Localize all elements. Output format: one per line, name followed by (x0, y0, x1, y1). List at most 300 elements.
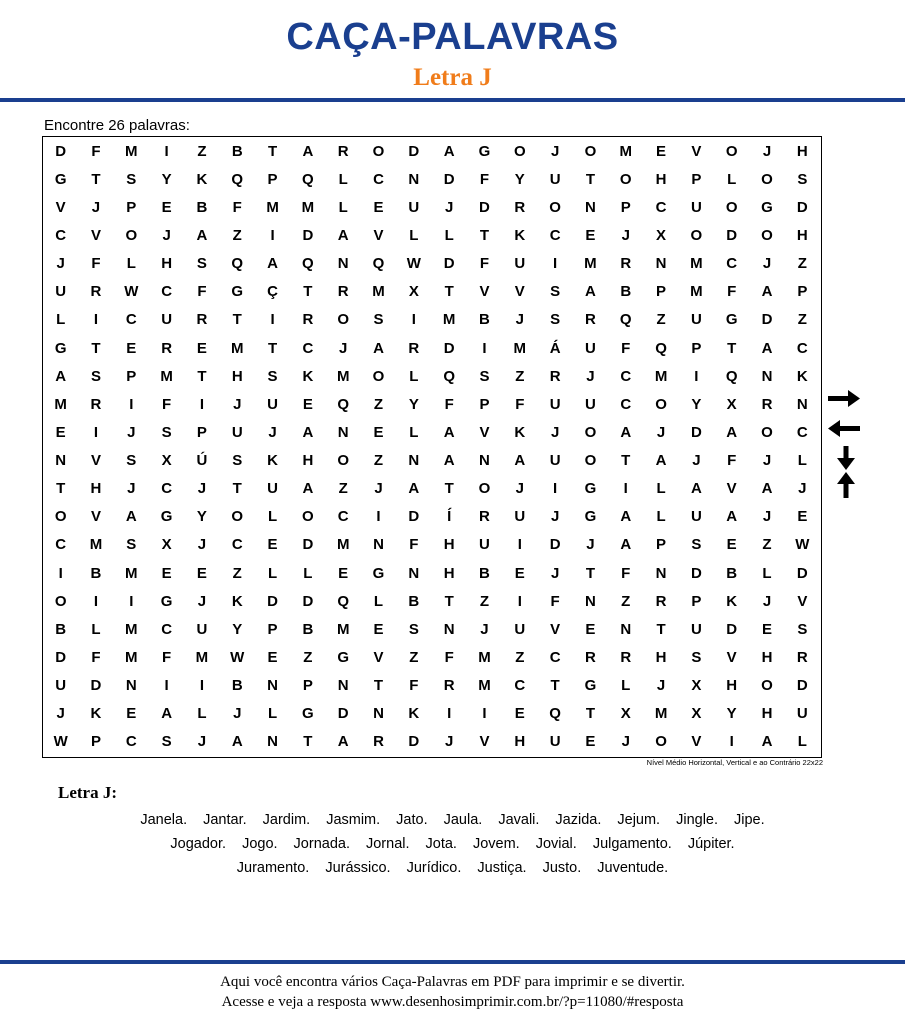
grid-cell: J (550, 423, 560, 441)
grid-cell: O (655, 733, 667, 751)
grid-cell: B (479, 311, 490, 329)
grid-cell: F (550, 592, 560, 610)
grid-cell: O (54, 508, 67, 526)
grid-cell: R (90, 395, 102, 413)
grid-cell: I (129, 395, 134, 413)
grid-cell: Q (231, 170, 244, 188)
grid-cell: E (585, 733, 596, 751)
grid-cell: U (267, 395, 278, 413)
grid-cell: N (373, 705, 384, 723)
grid-cell: N (761, 367, 773, 385)
grid-cell: R (620, 649, 632, 667)
grid-cell: O (372, 367, 385, 385)
grid-cell: L (409, 423, 419, 441)
grid-cell: M (301, 198, 315, 216)
grid-cell: H (514, 733, 526, 751)
grid-cell: L (267, 508, 278, 526)
grid-cell: G (160, 592, 173, 610)
grid-cell: O (584, 452, 597, 470)
grid-cell: I (694, 367, 699, 385)
grid-cell: Z (232, 226, 242, 244)
arrow-right-icon (828, 390, 860, 407)
grid-cell: Q (725, 367, 738, 385)
word-list-item: Jornada. (293, 836, 350, 852)
grid-cell: D (796, 198, 808, 216)
grid-cell: C (125, 311, 137, 329)
grid-cell: E (797, 508, 808, 526)
grid-cell: C (231, 536, 243, 554)
direction-legend (826, 388, 866, 500)
grid-cell: B (302, 620, 314, 638)
grid-cell: O (584, 423, 597, 441)
grid-cell: E (585, 620, 596, 638)
grid-cell: I (164, 677, 169, 695)
grid-cell: A (726, 508, 738, 526)
word-list-item: Jardim. (262, 812, 311, 828)
grid-cell: N (373, 536, 384, 554)
grid-cell: J (621, 733, 630, 751)
grid-cell: B (90, 564, 102, 582)
grid-cell: A (443, 142, 455, 160)
grid-cell: U (514, 508, 526, 526)
grid-cell: G (302, 705, 314, 723)
grid-cell: H (443, 564, 455, 582)
word-list-item: Jejum. (617, 812, 661, 828)
grid-cell: A (620, 536, 632, 554)
grid-cell: F (409, 677, 419, 695)
grid-cell: I (517, 536, 522, 554)
grid-cell: Q (443, 367, 455, 385)
grid-cell: M (54, 395, 67, 413)
grid-cell: X (161, 536, 172, 554)
grid-cell: B (479, 564, 490, 582)
grid-cell: A (443, 452, 455, 470)
grid-cell: O (725, 198, 738, 216)
grid-cell: I (482, 705, 487, 723)
grid-cell: E (196, 339, 207, 357)
grid-cell: J (656, 677, 666, 695)
grid-cell: D (761, 311, 773, 329)
grid-cell: P (656, 536, 667, 554)
grid-cell: D (302, 592, 314, 610)
word-list-item: Jasmim. (326, 812, 381, 828)
word-list-item: Jovem. (472, 836, 520, 852)
grid-cell: J (197, 480, 207, 498)
grid-cell: S (126, 452, 137, 470)
grid-cell: S (691, 649, 702, 667)
grid-cell: M (125, 620, 138, 638)
grid-cell: U (585, 339, 596, 357)
grid-cell: N (125, 677, 137, 695)
grid-cell: A (231, 733, 243, 751)
grid-cell: P (267, 170, 278, 188)
grid-cell: S (196, 255, 207, 273)
grid-cell: E (161, 198, 172, 216)
grid-cell: D (267, 592, 278, 610)
grid-cell: Z (479, 592, 490, 610)
grid-cell: R (408, 339, 420, 357)
grid-cell: O (549, 198, 561, 216)
grid-cell: L (727, 170, 737, 188)
grid-cell: J (762, 142, 772, 160)
grid-cell: L (409, 367, 419, 385)
grid-cell: L (338, 198, 348, 216)
grid-cell: U (690, 198, 702, 216)
grid-cell: J (197, 536, 207, 554)
grid-cell: S (267, 367, 278, 385)
grid-cell: V (373, 649, 384, 667)
grid-cell: U (55, 677, 67, 695)
grid-cell: C (796, 339, 808, 357)
grid-cell: J (621, 226, 630, 244)
grid-cell: P (691, 339, 702, 357)
grid-cell: D (690, 423, 702, 441)
grid-cell: K (726, 592, 738, 610)
grid-cell: X (656, 226, 667, 244)
grid-cell: X (161, 452, 172, 470)
grid-cell: M (654, 367, 668, 385)
grid-cell: T (267, 142, 278, 160)
grid-cell: R (620, 255, 632, 273)
grid-cell: H (796, 226, 808, 244)
grid-cell: Ú (196, 452, 208, 470)
grid-cell: U (690, 311, 702, 329)
grid-cell: V (691, 733, 702, 751)
grid-cell: M (372, 283, 385, 301)
grid-cell: C (620, 395, 632, 413)
grid-cell: H (443, 536, 455, 554)
grid-cell: C (161, 620, 173, 638)
grid-cell: V (726, 649, 737, 667)
word-list-item: Jato. (396, 812, 428, 828)
grid-cell: M (478, 649, 491, 667)
grid-cell: E (338, 564, 349, 582)
grid-cell: C (620, 367, 632, 385)
grid-cell: J (233, 395, 242, 413)
grid-cell: B (231, 142, 243, 160)
grid-cell: Z (621, 592, 631, 610)
grid-cell: I (482, 339, 487, 357)
grid-cell: K (514, 423, 526, 441)
grid-cell: C (55, 536, 67, 554)
grid-cell: N (796, 395, 808, 413)
grid-cell: S (550, 311, 561, 329)
grid-cell: A (125, 508, 137, 526)
grid-cell: F (727, 452, 737, 470)
grid-cell: Q (231, 255, 244, 273)
grid-cell: U (267, 480, 278, 498)
grid-cell: C (796, 423, 808, 441)
grid-cell: H (796, 142, 808, 160)
grid-cell: N (620, 620, 632, 638)
grid-cell: E (126, 705, 137, 723)
grid-cell: B (408, 592, 420, 610)
grid-cell: Y (408, 395, 419, 413)
page-title: CAÇA-PALAVRAS (286, 16, 619, 58)
grid-cell: S (126, 170, 137, 188)
grid-cell: N (655, 255, 667, 273)
grid-cell: C (549, 226, 561, 244)
grid-cell: K (267, 452, 278, 470)
grid-cell: I (553, 255, 558, 273)
grid-cell: E (514, 705, 525, 723)
grid-cell: R (655, 592, 667, 610)
grid-cell: Z (373, 395, 384, 413)
grid-cell: O (513, 142, 526, 160)
grid-cell: A (161, 705, 173, 723)
grid-cell: K (302, 367, 314, 385)
grid-cell: F (91, 142, 101, 160)
grid-cell: N (443, 620, 455, 638)
grid-cell: E (656, 142, 667, 160)
grid-cell: T (585, 170, 595, 188)
grid-cell: E (726, 536, 737, 554)
grid-cell: U (549, 395, 561, 413)
grid-cell: B (620, 283, 632, 301)
grid-cell: T (232, 480, 242, 498)
grid-cell: S (479, 367, 490, 385)
grid-cell: G (160, 508, 173, 526)
grid-cell: O (125, 226, 138, 244)
grid-cell: X (620, 705, 631, 723)
grid-cell: K (408, 705, 420, 723)
grid-cell: I (447, 705, 452, 723)
grid-cell: M (584, 255, 597, 273)
word-list-item: Javali. (498, 812, 540, 828)
word-list-item: Jota. (425, 836, 457, 852)
grid-cell: J (798, 480, 807, 498)
grid-cell: J (762, 452, 772, 470)
grid-cell: X (691, 705, 702, 723)
grid-cell: D (337, 705, 349, 723)
word-list-item: Júpiter. (687, 836, 735, 852)
grid-cell: L (797, 452, 807, 470)
footer-line-1: Aqui você encontra vários Caça-Palavras em PDF para imprimir e se divertir. (220, 974, 685, 990)
grid-cell: M (336, 536, 350, 554)
word-list-row (0, 860, 905, 876)
grid-cell: I (164, 142, 169, 160)
grid-cell: S (161, 733, 172, 751)
grid-cell: I (376, 508, 381, 526)
grid-cell: D (408, 733, 420, 751)
grid-cell: K (231, 592, 243, 610)
grid-cell: E (267, 536, 278, 554)
grid-cell: L (126, 255, 136, 273)
grid-cell: Z (409, 649, 419, 667)
grid-cell: N (267, 677, 278, 695)
grid-cell: J (233, 705, 242, 723)
grid-cell: G (478, 142, 491, 160)
grid-cell: L (656, 480, 666, 498)
grid-cell: T (91, 339, 101, 357)
grid-cell: I (517, 592, 522, 610)
level-note: Nível Médio Horizontal, Vertical e ao Contrário 22x22 (646, 758, 823, 767)
word-list-item: Jogo. (242, 836, 278, 852)
grid-cell: F (479, 255, 490, 273)
grid-cell: X (408, 283, 419, 301)
grid-cell: A (761, 339, 773, 357)
grid-cell: Z (797, 255, 807, 273)
grid-cell: N (479, 452, 490, 470)
grid-cell: T (232, 311, 242, 329)
grid-cell: G (584, 677, 597, 695)
grid-cell: M (125, 649, 138, 667)
word-list-item: Jaula. (443, 812, 483, 828)
grid-cell: O (761, 226, 773, 244)
grid-cell: C (125, 733, 137, 751)
grid-cell: P (691, 170, 702, 188)
grid-cell: F (444, 649, 454, 667)
grid-cell: S (161, 423, 172, 441)
grid-cell: Á (549, 339, 561, 357)
grid-cell: M (230, 339, 244, 357)
grid-cell: J (197, 592, 207, 610)
grid-cell: Q (655, 339, 667, 357)
grid-cell: T (303, 283, 313, 301)
grid-cell: O (337, 311, 350, 329)
grid-cell: R (373, 733, 384, 751)
grid-cell: F (621, 564, 631, 582)
grid-cell: O (372, 142, 385, 160)
grid-cell: J (762, 592, 772, 610)
grid-cell: H (302, 452, 314, 470)
grid-cell: G (372, 564, 385, 582)
grid-cell: P (267, 620, 278, 638)
grid-cell: L (56, 311, 66, 329)
grid-cell: A (726, 423, 738, 441)
grid-cell: X (691, 677, 702, 695)
grid-cell: C (161, 480, 173, 498)
word-list-row (0, 812, 905, 828)
grid-cell: O (302, 508, 314, 526)
grid-cell: H (761, 705, 773, 723)
grid-cell: M (89, 536, 103, 554)
grid-cell: U (514, 620, 526, 638)
grid-cell: V (479, 283, 490, 301)
word-list-item: Justiça. (477, 860, 527, 876)
grid-cell: W (124, 283, 139, 301)
grid-cell: Y (691, 395, 702, 413)
grid-cell: Y (726, 705, 737, 723)
grid-cell: L (797, 733, 807, 751)
grid-cell: T (56, 480, 66, 498)
grid-cell: F (727, 283, 737, 301)
grid-cell: Q (372, 255, 385, 273)
grid-cell: T (656, 620, 666, 638)
grid-cell: L (444, 226, 454, 244)
grid-cell: Í (447, 508, 452, 526)
grid-cell: I (58, 564, 63, 582)
grid-cell: O (478, 480, 491, 498)
grid-cell: M (160, 367, 173, 385)
grid-cell: W (406, 255, 421, 273)
grid-cell: M (336, 620, 350, 638)
grid-cell: F (162, 649, 172, 667)
grid-cell: P (656, 283, 667, 301)
grid-cell: K (514, 226, 526, 244)
grid-cell: N (585, 592, 596, 610)
grid-cell: M (266, 198, 279, 216)
grid-cell: Ç (267, 283, 278, 301)
grid-cell: M (478, 677, 491, 695)
grid-cell: D (55, 142, 67, 160)
grid-cell: N (337, 423, 349, 441)
grid-cell: D (55, 649, 67, 667)
grid-cell: V (514, 283, 525, 301)
grid-cell: R (337, 283, 349, 301)
grid-cell: U (690, 620, 702, 638)
grid-cell: S (691, 536, 702, 554)
word-list-item: Jornal. (365, 836, 410, 852)
word-list-item: Jurássico. (325, 860, 391, 876)
grid-cell: J (444, 198, 454, 216)
grid-cell: J (91, 198, 101, 216)
grid-cell: U (796, 705, 808, 723)
word-list-item: Jogador. (170, 836, 227, 852)
grid-cell: L (762, 564, 772, 582)
grid-cell: T (621, 452, 631, 470)
grid-cell: O (231, 508, 244, 526)
grid-cell: J (339, 339, 348, 357)
grid-cell: R (302, 311, 314, 329)
grid-cell: O (761, 170, 773, 188)
puzzle-instruction: Encontre 26 palavras: (44, 117, 190, 134)
grid-cell: R (196, 311, 208, 329)
grid-cell: Y (161, 170, 172, 188)
grid-cell: D (408, 142, 420, 160)
grid-cell: F (409, 536, 419, 554)
grid-cell: V (373, 226, 384, 244)
word-list-heading: Letra J: (58, 783, 118, 802)
word-list-item: Janela. (140, 812, 188, 828)
grid-cell: A (302, 480, 314, 498)
grid-cell: F (479, 170, 490, 188)
grid-cell: I (270, 311, 275, 329)
grid-cell: A (373, 339, 384, 357)
grid-cell: N (585, 198, 596, 216)
grid-cell: L (409, 226, 419, 244)
grid-cell: A (761, 283, 773, 301)
grid-cell: S (232, 452, 243, 470)
grid-cell: I (93, 423, 99, 441)
grid-cell: G (725, 311, 738, 329)
grid-cell: U (585, 395, 596, 413)
grid-cell: D (796, 564, 808, 582)
grid-cell: C (337, 508, 349, 526)
grid-cell: C (373, 170, 384, 188)
grid-cell: A (443, 423, 455, 441)
grid-cell: D (726, 620, 738, 638)
grid-cell: N (267, 733, 278, 751)
grid-cell: L (267, 564, 278, 582)
grid-cell: N (655, 564, 667, 582)
grid-cell: I (199, 677, 204, 695)
grid-cell: J (197, 733, 207, 751)
grid-cell: I (93, 592, 99, 610)
grid-cell: U (690, 508, 702, 526)
grid-cell: T (585, 564, 595, 582)
grid-cell: L (338, 170, 348, 188)
grid-cell: T (444, 480, 454, 498)
grid-cell: F (91, 649, 101, 667)
grid-cell: R (161, 339, 173, 357)
grid-cell: V (691, 142, 702, 160)
word-list-row (0, 836, 905, 852)
grid-cell: P (479, 395, 490, 413)
grid-cell: C (726, 255, 738, 273)
grid-cell: J (56, 705, 65, 723)
grid-cell: I (93, 311, 99, 329)
